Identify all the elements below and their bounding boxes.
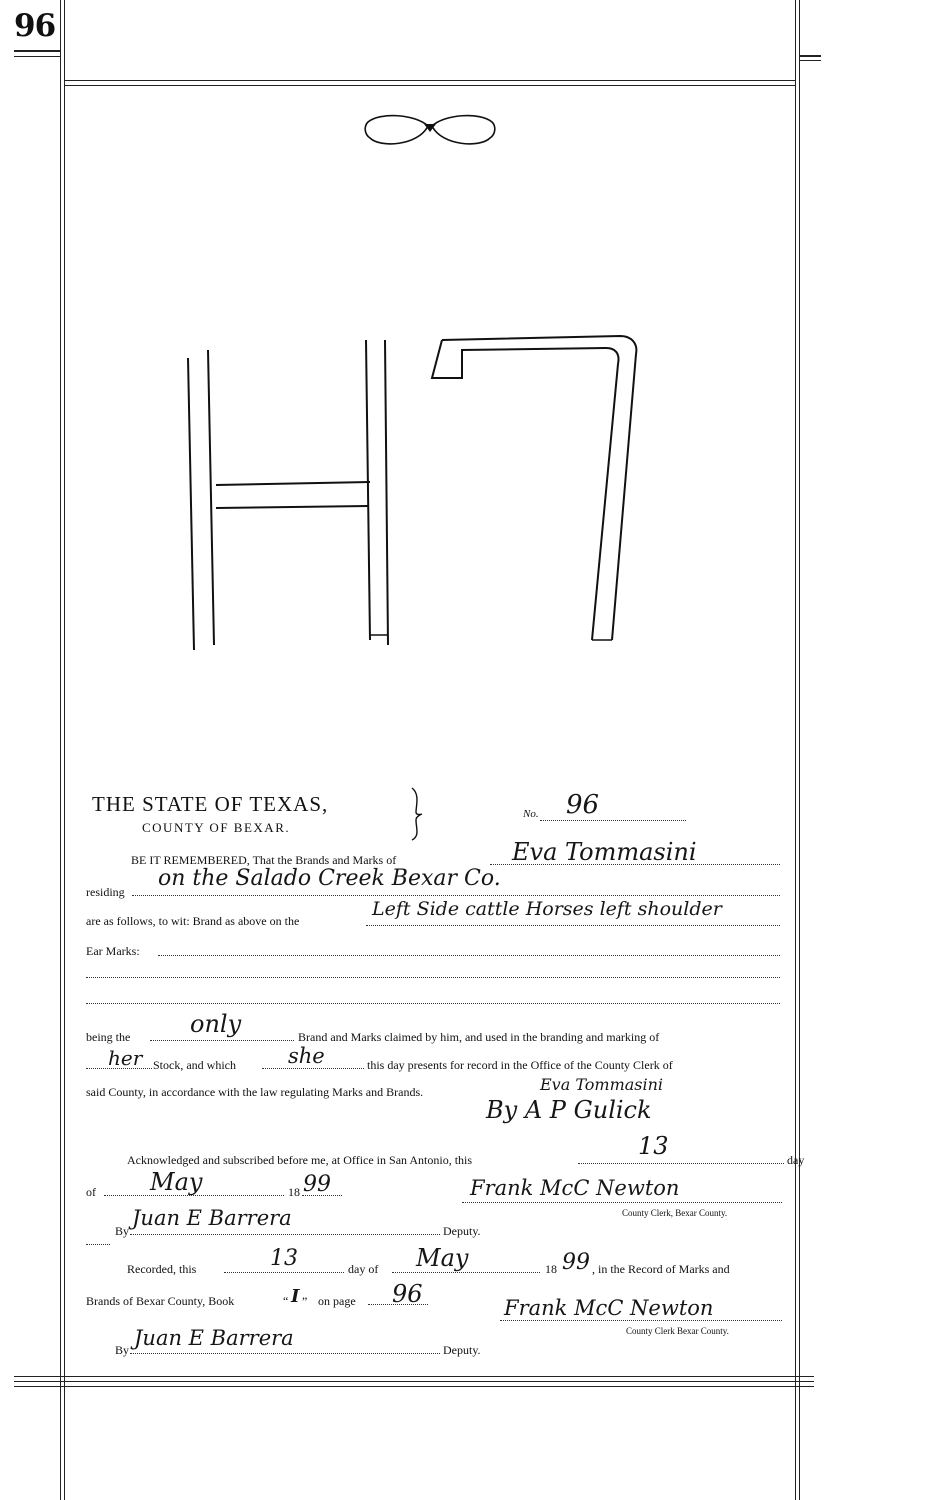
stock-owner-value: her [108,1046,143,1070]
state-title: THE STATE OF TEXAS, [92,792,329,816]
ear-mark-drawing [360,108,500,160]
deputy-signature-2: Juan E Barrera [134,1326,294,1350]
ack-day: 13 [638,1132,669,1160]
signature-agent: By A P Gulick [486,1096,652,1124]
acknowledged-text: Acknowledged and subscribed before me, at Office in San Antonio, this [127,1153,473,1167]
day-label: day [787,1153,805,1167]
book-open-quote: “ [283,1294,289,1308]
brands-book-text: Brands of Bexar County, Book [86,1294,235,1308]
presents-text: this day presents for record in the Office of the County Clerk of [367,1058,673,1072]
of-label: of [86,1185,96,1199]
by-label-2: By [115,1343,130,1357]
recorded-label: Recorded, this [127,1262,197,1276]
brand-location: Left Side cattle Horses left shoulder [372,898,722,920]
being-value: only [190,1010,242,1038]
deputy-label: Deputy. [443,1224,481,1238]
clerk-title-2: County Clerk Bexar County. [626,1326,729,1336]
recorded-year-suffix: 99 [562,1250,590,1275]
record-number-label: No. [523,808,539,820]
residing-label: residing [86,885,125,899]
by-label: By [115,1224,130,1238]
recorded-year-prefix: 18 [545,1262,557,1276]
record-number-value: 96 [566,790,600,820]
law-text: said County, in accordance with the law regulating Marks and Brands. [86,1085,424,1099]
header-brace [408,786,424,842]
brand-drawing [180,310,660,660]
residence: on the Salado Creek Bexar Co. [158,866,501,891]
being-label: being the [86,1030,131,1044]
county-title: COUNTY OF BEXAR. [142,820,291,835]
presenter-value: she [288,1044,325,1068]
recorded-month: May [416,1244,469,1272]
clerk-signature: Frank McC Newton [470,1176,680,1200]
deputy-label-2: Deputy. [443,1343,481,1357]
ack-year-suffix: 99 [303,1172,331,1197]
owner-name: Eva Tommasini [512,838,697,866]
record-of-marks-text: , in the Record of Marks and [592,1262,730,1276]
clerk-title: County Clerk, Bexar County. [622,1208,728,1218]
ack-year-prefix: 18 [288,1185,300,1199]
clerk-signature-2: Frank McC Newton [504,1296,714,1320]
line1-text: BE IT REMEMBERED, That the Brands and Marks of [131,853,397,867]
book-close-quote: ” [302,1294,308,1308]
stock-text: Stock, and which [153,1058,236,1072]
brand-claim-text: Brand and Marks claimed by him, and used in the branding and marking of [298,1030,660,1044]
on-page-text: on page [318,1294,356,1308]
page-value: 96 [392,1280,423,1308]
book-value: I [291,1286,300,1307]
as-follows-label: are as follows, to wit: Brand as above on the [86,914,300,928]
signature-owner: Eva Tommasini [540,1075,664,1094]
day-of-label: day of [348,1262,379,1276]
page-number: 96 [14,8,56,44]
deputy-signature: Juan E Barrera [132,1206,292,1230]
ack-month: May [150,1168,203,1196]
ear-marks-label: Ear Marks: [86,944,140,958]
recorded-day: 13 [270,1246,298,1271]
